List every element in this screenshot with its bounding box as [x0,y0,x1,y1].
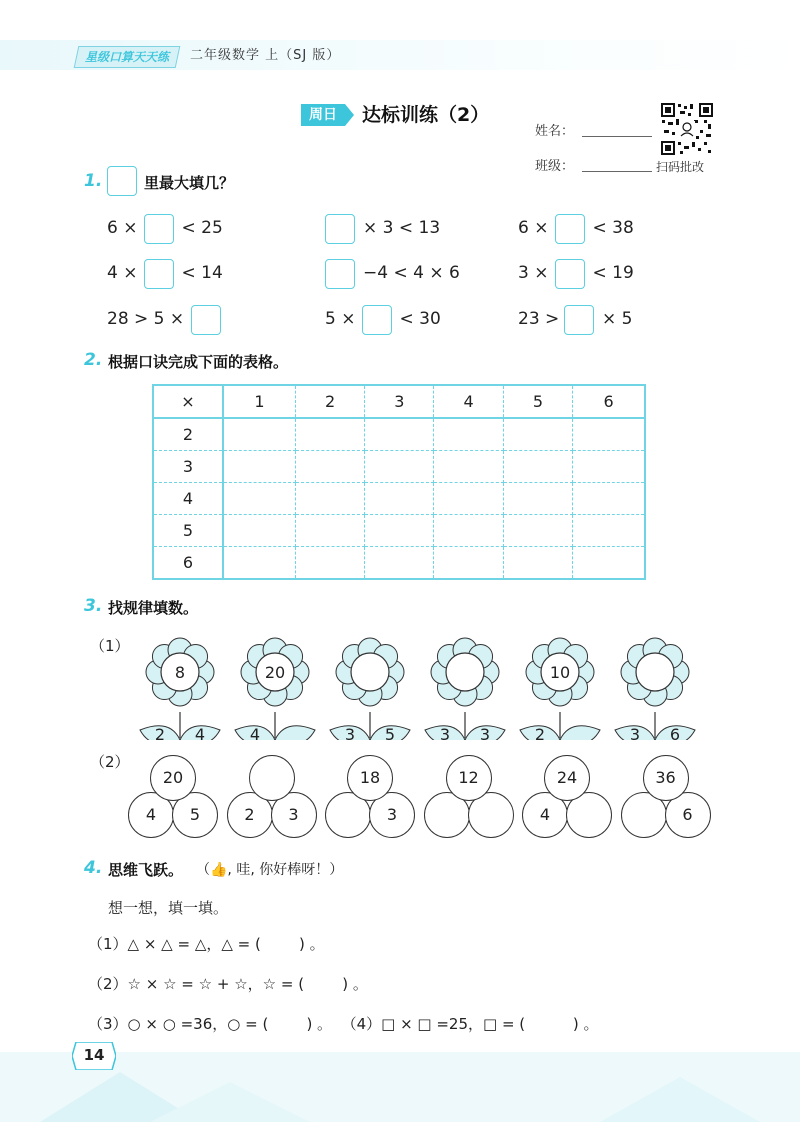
flower-right-value: 6 [669,725,681,740]
table-header-row [153,385,645,418]
answer-cell[interactable] [295,515,364,547]
q4-intro: 想一想，填一填。 [108,899,229,917]
answer-cell[interactable] [434,418,503,451]
page-title: 达标训练（2） [362,104,490,126]
answer-box[interactable] [325,214,355,244]
flower-right-leaf[interactable] [275,726,315,740]
flower [330,638,410,740]
triple-top-circle[interactable]: 20 [150,755,196,801]
answer-box[interactable] [555,214,585,244]
flower [235,638,315,740]
answer-cell[interactable] [434,546,503,579]
q3-part1-label: （1） [90,637,130,655]
table-row [153,546,645,579]
answer-cell[interactable] [573,418,645,451]
q1-expr-prefix: 3 × [518,263,549,283]
flower-center-value: 20 [264,663,286,682]
q1-number: 1. [84,171,103,191]
q1-text: 里最大填几？ [144,174,235,192]
q1-expr-suffix: × 5 [602,309,633,329]
table-header-cell: 1 [223,385,295,418]
flower-center-value: 8 [174,663,186,682]
flower [425,638,505,740]
answer-cell[interactable] [223,418,295,451]
table-header-cell: 3 [365,385,434,418]
answer-box[interactable] [555,259,585,289]
q3-number: 3. [84,596,103,616]
flower-center[interactable] [351,653,389,691]
answer-cell[interactable] [503,451,572,483]
q4-text: 思维飞跃。 [108,861,184,879]
flower-left-value: 3 [439,725,451,740]
answer-box[interactable] [362,305,392,335]
q1-expr-prefix: 28 > 5 × [107,309,185,329]
flower-left-value: 3 [344,725,356,740]
q1-expr-suffix: × 3 < 13 [363,218,441,238]
q4-line-1: （1）△ × △ = △，△ = ( ) 。 [88,935,325,953]
answer-cell[interactable] [365,546,434,579]
flower-left-value: 2 [534,725,546,740]
triple-top-circle[interactable]: 36 [643,755,689,801]
q1-title-box [107,166,137,196]
answer-cell[interactable] [434,515,503,547]
triple-right-circle[interactable]: 5 [172,792,218,838]
q3-text: 找规律填数。 [108,599,199,617]
triple-left-circle[interactable]: 4 [522,792,568,838]
answer-cell[interactable] [434,451,503,483]
q1-expr-prefix: 5 × [325,309,356,329]
answer-cell[interactable] [573,515,645,547]
q4-line-3: （3）○ × ○ =36，○ = ( ) 。 （4）□ × □ =25，□ = ( ) 。 [88,1015,599,1033]
flower-right-value: 3 [479,725,491,740]
answer-cell[interactable] [365,515,434,547]
answer-cell[interactable] [295,483,364,515]
triple-right-circle[interactable]: 6 [665,792,711,838]
triple-top-circle[interactable]: 18 [347,755,393,801]
table-header-cell: 5 [503,385,572,418]
answer-cell[interactable] [223,483,295,515]
flower-puzzles [130,630,720,740]
answer-cell[interactable] [295,418,364,451]
q1-expr-suffix: < 19 [592,263,634,283]
answer-box[interactable] [144,214,174,244]
series-tag: 星级口算天天练 [74,46,181,68]
answer-cell[interactable] [573,483,645,515]
q2-text: 根据口诀完成下面的表格。 [108,353,289,371]
answer-cell[interactable] [223,546,295,579]
q1-expr-prefix: 6 × [518,218,549,238]
answer-cell[interactable] [503,515,572,547]
triple-right-circle[interactable]: 3 [369,792,415,838]
answer-box[interactable] [564,305,594,335]
flower-center[interactable] [636,653,674,691]
table-header-cell: × [153,385,223,418]
q2-number: 2. [84,350,103,370]
name-field[interactable] [582,136,652,137]
flower-right-value: 5 [384,725,396,740]
triple-left-circle[interactable]: 2 [227,792,273,838]
triple-left-circle[interactable]: 4 [128,792,174,838]
q4-line-2: （2）☆ × ☆ = ☆ + ☆，☆ = ( ) 。 [88,975,368,993]
flower-right-value: 4 [194,725,206,740]
answer-box[interactable] [325,259,355,289]
q1-expr-suffix: −4 < 4 × 6 [363,263,460,283]
triple-right-circle[interactable]: 3 [271,792,317,838]
answer-cell[interactable] [573,546,645,579]
q4-praise: （👍, 哇, 你好棒呀！） [196,862,344,878]
flower-center[interactable] [446,653,484,691]
answer-cell[interactable] [434,483,503,515]
answer-cell[interactable] [503,546,572,579]
q4-number: 4. [84,858,103,878]
answer-cell[interactable] [573,451,645,483]
q1-expr-prefix: 4 × [107,263,138,283]
table-row [153,418,645,451]
flower [520,638,600,740]
answer-box[interactable] [191,305,221,335]
table-row [153,451,645,483]
answer-cell[interactable] [223,451,295,483]
q1-expr-suffix: < 25 [181,218,223,238]
footer-decoration [0,1052,800,1122]
day-tag-arrow-icon [345,104,354,126]
multiplication-table [152,384,646,580]
answer-box[interactable] [144,259,174,289]
row-label: 5 [153,515,223,547]
answer-cell[interactable] [365,418,434,451]
answer-cell[interactable] [503,483,572,515]
q1-expr-suffix: < 14 [181,263,223,283]
answer-cell[interactable] [223,515,295,547]
answer-cell[interactable] [365,483,434,515]
qr-code-icon[interactable] [660,102,714,156]
table-row [153,483,645,515]
row-label: 6 [153,546,223,579]
q1-expr-suffix: < 30 [399,309,441,329]
row-label: 2 [153,418,223,451]
triple-top-circle[interactable]: 24 [544,755,590,801]
flower-left-value: 2 [154,725,166,740]
name-label: 姓名： [535,124,575,139]
table-header-cell: 2 [295,385,364,418]
flower [140,638,220,740]
table-row [153,515,645,547]
answer-cell[interactable] [503,418,572,451]
flower-left-value: 3 [629,725,641,740]
page-number: 14 [83,1046,105,1064]
day-tag: 周日 [301,104,345,126]
q3-part2-label: （2） [90,753,130,771]
flower-left-value: 4 [249,725,261,740]
q1-expr-prefix: 6 × [107,218,138,238]
row-label: 3 [153,451,223,483]
row-label: 4 [153,483,223,515]
answer-cell[interactable] [365,451,434,483]
flower-right-leaf[interactable] [560,726,600,740]
table-header-cell: 6 [573,385,645,418]
triple-top-circle[interactable] [249,755,295,801]
flower-center-value: 10 [549,663,571,682]
answer-cell[interactable] [295,546,364,579]
header-subtitle: 二年级数学 上（SJ 版） [190,48,341,63]
class-field[interactable] [582,171,652,172]
triple-top-circle[interactable]: 12 [446,755,492,801]
q1-expr-suffix: < 38 [592,218,634,238]
qr-caption: 扫码批改 [656,160,705,174]
table-header-cell: 4 [434,385,503,418]
answer-cell[interactable] [295,451,364,483]
flower [615,638,695,740]
q1-expr-prefix: 23 > [518,309,560,329]
class-label: 班级： [535,159,575,174]
